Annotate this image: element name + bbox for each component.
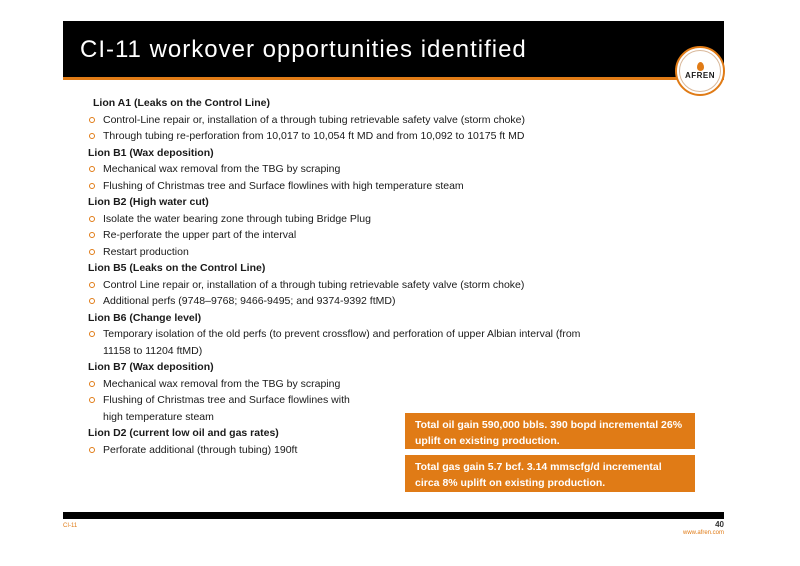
bullet-text: Flushing of Christmas tree and Surface flowlines with high temperature steam: [103, 394, 350, 423]
bullet-text: Flushing of Christmas tree and Surface flowlines with high temperature steam: [103, 179, 464, 192]
circle-bullet-icon: [89, 117, 95, 123]
bullet-item: [88, 161, 688, 178]
oil-drop-icon: [697, 62, 704, 71]
circle-bullet-icon: [89, 447, 95, 453]
footer-bar: [63, 512, 724, 519]
footer-label: CI-11: [63, 523, 78, 529]
group-title-lion-b6: Lion B6 (Change level): [88, 311, 202, 324]
slide-title: CI-11 workover opportunities identified: [80, 36, 527, 63]
circle-bullet-icon: [89, 282, 95, 288]
slide-content: [88, 95, 688, 458]
bullet-item: [88, 244, 688, 261]
bullet-text: Re-perforate the upper part of the interval: [103, 229, 297, 241]
bullet-item: [88, 211, 688, 228]
bullet-text: Control Line repair or, installation of a through tubing retrievable safety valve (storm choke): [103, 278, 525, 291]
circle-bullet-icon: [89, 381, 95, 387]
oil-gain-callout: Total oil gain 590,000 bbls. 390 bopd incremental 26% uplift on existing production.: [405, 413, 695, 449]
bullet-item: [88, 112, 688, 129]
circle-bullet-icon: [89, 397, 95, 403]
bullet-item: [88, 293, 688, 310]
bullet-item: [88, 392, 368, 425]
group-title-lion-d2: Lion D2 (current low oil and gas rates): [88, 427, 279, 439]
bullet-item: [88, 227, 688, 244]
bullet-item: [88, 326, 603, 359]
gas-gain-callout: Total gas gain 5.7 bcf. 3.14 mmscfg/d incremental circa 8% uplift on existing production.: [405, 455, 695, 492]
bullet-item: [88, 376, 688, 393]
bullet-text: Temporary isolation of the old perfs (to prevent crossflow) and perforation of upper Albian interval (from 11158 to 11204 ftMD): [103, 328, 581, 357]
bullet-text: Additional perfs (9748–9768; 9466-9495; and 9374-9392 ftMD): [103, 295, 396, 307]
group-title-lion-a1: Lion A1 (Leaks on the Control Line): [93, 97, 270, 109]
bullet-text: Through tubing re-perforation from 10,017 to 10,054 ft MD and from 10,092 to 10175 ft MD: [103, 130, 525, 142]
bullet-item: [88, 178, 688, 195]
group-title-lion-b2: Lion B2 (High water cut): [88, 196, 209, 208]
group-title-lion-b5: Lion B5 (Leaks on the Control Line): [88, 262, 266, 274]
bullet-text: Control-Line repair or, installation of a through tubing retrievable safety valve (storm choke): [103, 113, 525, 126]
circle-bullet-icon: [89, 298, 95, 304]
page-number: 40: [715, 520, 724, 529]
logo-text: AFREN: [684, 71, 716, 80]
circle-bullet-icon: [89, 249, 95, 255]
bullet-text: Mechanical wax removal from the TBG by scraping: [103, 163, 341, 175]
circle-bullet-icon: [89, 166, 95, 172]
circle-bullet-icon: [89, 216, 95, 222]
circle-bullet-icon: [89, 183, 95, 189]
group-title-lion-b1: Lion B1 (Wax deposition): [88, 146, 214, 159]
footer-url: www.afren.com: [682, 530, 724, 536]
bullet-text: Perforate additional (through tubing) 190ft: [103, 443, 298, 456]
bullet-item: [88, 277, 688, 294]
afren-logo: [675, 46, 725, 96]
bullet-text: Isolate the water bearing zone through tubing Bridge Plug: [103, 212, 371, 225]
circle-bullet-icon: [89, 232, 95, 238]
bullet-text: Mechanical wax removal from the TBG by scraping: [103, 377, 341, 390]
title-underline: [63, 77, 724, 80]
bullet-item: [88, 128, 688, 145]
group-title-lion-b7: Lion B7 (Wax deposition): [88, 361, 214, 373]
bullet-text: Restart production: [103, 245, 189, 258]
circle-bullet-icon: [89, 331, 95, 337]
logo-ring: [679, 50, 721, 92]
circle-bullet-icon: [89, 133, 95, 139]
